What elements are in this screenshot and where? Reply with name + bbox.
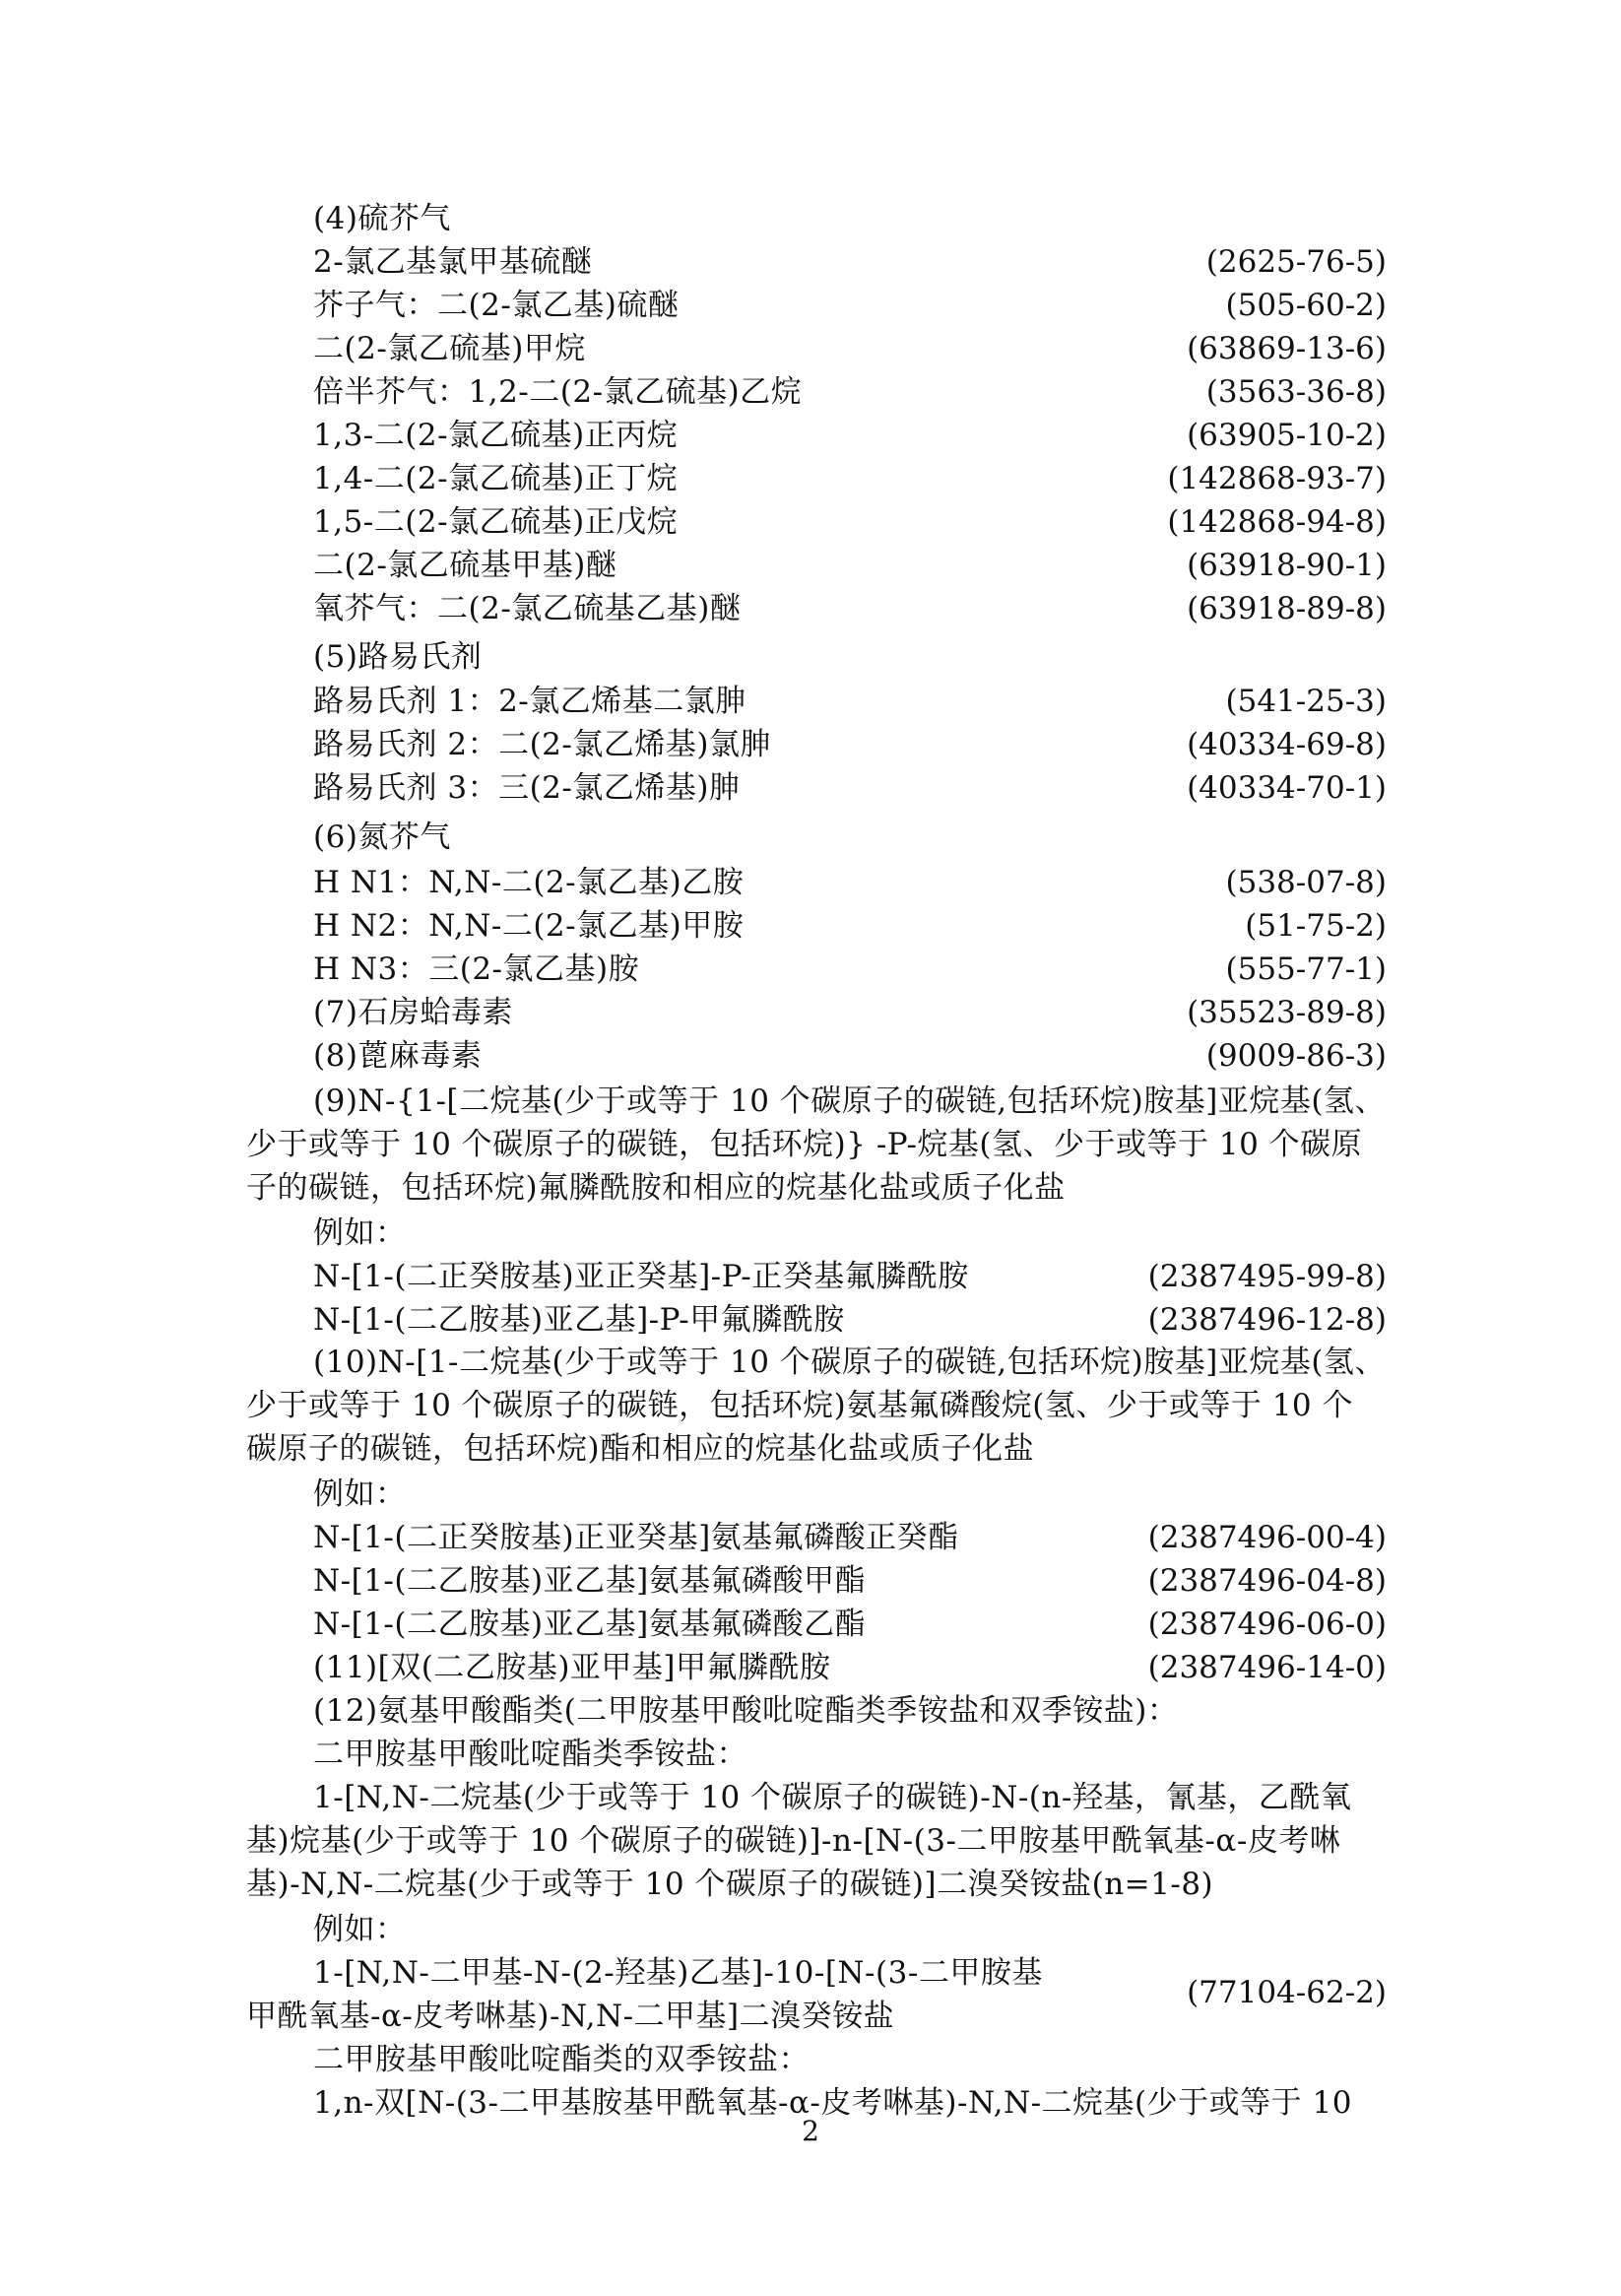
cas-number: (541-25-3) [1225, 684, 1387, 719]
paragraph-line: 子的碳链，包括环烷)氟膦酰胺和相应的烷基化盐或质子化盐 [246, 1170, 1066, 1206]
section-heading: (4)硫芥气 [313, 201, 451, 236]
example-label: 例如： [313, 1912, 407, 1947]
cas-number: (505-60-2) [1225, 288, 1387, 323]
section-heading: (6)氮芥气 [313, 820, 451, 855]
paragraph-line: (9)N-{1-[二烷基(少于或等于 10 个碳原子的碳链,包括环烷)胺基]亚烷基(氢、 [313, 1083, 1386, 1119]
compound-name: 2-氯乙基氯甲基硫醚 [313, 244, 593, 280]
compound-name: 路易氏剂 3：三(2-氯乙烯基)胂 [313, 770, 741, 806]
compound-name: H N3：三(2-氯乙基)胺 [313, 951, 640, 987]
subsection-heading: 二甲胺基甲酸吡啶酯类的双季铵盐： [313, 2042, 810, 2077]
compound-name: N-[1-(二正癸胺基)正亚癸基]氨基氟磷酸正癸酯 [313, 1520, 959, 1555]
compound-name: 路易氏剂 2：二(2-氯乙烯基)氯胂 [313, 727, 771, 762]
page-number: 2 [802, 2115, 819, 2147]
cas-number: (2387496-00-4) [1147, 1520, 1387, 1555]
paragraph-line: 碳原子的碳链，包括环烷)酯和相应的烷基化盐或质子化盐 [246, 1431, 1035, 1467]
compound-name: 二(2-氯乙硫基)甲烷 [313, 331, 586, 366]
example-label: 例如： [313, 1476, 407, 1512]
section-heading: (12)氨基甲酸酯类(二甲胺基甲酸吡啶酯类季铵盐和双季铵盐)： [313, 1693, 1179, 1729]
paragraph-line: 基)-N,N-二烷基(少于或等于 10 个碳原子的碳链)]二溴癸铵盐(n=1-8) [246, 1867, 1214, 1902]
subsection-heading: 二甲胺基甲酸吡啶酯类季铵盐： [313, 1737, 747, 1772]
cas-number: (35523-89-8) [1187, 995, 1387, 1030]
cas-number: (77104-62-2) [1187, 1975, 1387, 2010]
cas-number: (63905-10-2) [1187, 418, 1387, 453]
compound-name: 路易氏剂 1：2-氯乙烯基二氯胂 [313, 684, 746, 719]
paragraph-line: 1,n-双[N-(3-二甲基胺基甲酰氧基-α-皮考啉基)-N,N-二烷基(少于或等于 10 [313, 2085, 1352, 2121]
compound-name: N-[1-(二乙胺基)亚乙基]氨基氟磷酸乙酯 [313, 1607, 867, 1642]
paragraph-line: 少于或等于 10 个碳原子的碳链，包括环烷)氨基氟磷酸烷(氢、少于或等于 10 个 [246, 1388, 1353, 1423]
cas-number: (142868-94-8) [1167, 504, 1387, 540]
compound-name: 二(2-氯乙硫基甲基)醚 [313, 548, 617, 583]
paragraph-line: 1-[N,N-二烷基(少于或等于 10 个碳原子的碳链)-N-(n-羟基，氰基，乙酰氧 [313, 1780, 1352, 1815]
cas-number: (63869-13-6) [1187, 331, 1387, 366]
compound-name: N-[1-(二乙胺基)亚乙基]氨基氟磷酸甲酯 [313, 1563, 867, 1599]
cas-number: (51-75-2) [1245, 908, 1387, 944]
cas-number: (142868-93-7) [1167, 461, 1387, 496]
section-heading: (11)[双(二乙胺基)亚甲基]甲氟膦酰胺 [313, 1650, 831, 1685]
cas-number: (2387496-06-0) [1147, 1607, 1387, 1642]
compound-name: 甲酰氧基-α-皮考啉基)-N,N-二甲基]二溴癸铵盐 [246, 1999, 895, 2034]
paragraph-line: 基)烷基(少于或等于 10 个碳原子的碳链)]-n-[N-(3-二甲胺基甲酰氧基-α-皮考啉 [246, 1823, 1341, 1859]
cas-number: (2387496-04-8) [1147, 1563, 1387, 1599]
section-heading: (5)路易氏剂 [313, 639, 483, 675]
compound-name: H N2：N,N-二(2-氯乙基)甲胺 [313, 908, 745, 944]
cas-number: (538-07-8) [1225, 865, 1387, 900]
cas-number: (2387495-99-8) [1147, 1259, 1387, 1294]
compound-name: 1,4-二(2-氯乙硫基)正丁烷 [313, 461, 679, 496]
cas-number: (2625-76-5) [1205, 244, 1387, 280]
cas-number: (63918-89-8) [1187, 591, 1387, 626]
paragraph-line: 少于或等于 10 个碳原子的碳链，包括环烷)} -P-烷基(氢、少于或等于 10 个碳原 [246, 1127, 1363, 1162]
cas-number: (9009-86-3) [1205, 1038, 1387, 1074]
cas-number: (63918-90-1) [1187, 548, 1387, 583]
compound-name: 1,5-二(2-氯乙硫基)正戊烷 [313, 504, 679, 540]
cas-number: (555-77-1) [1225, 951, 1387, 987]
cas-number: (40334-70-1) [1187, 770, 1387, 806]
cas-number: (40334-69-8) [1187, 727, 1387, 762]
compound-name: 1,3-二(2-氯乙硫基)正丙烷 [313, 418, 679, 453]
cas-number: (2387496-14-0) [1147, 1650, 1387, 1685]
compound-name: 倍半芥气：1,2-二(2-氯乙硫基)乙烷 [313, 374, 803, 410]
compound-name: 氧芥气：二(2-氯乙硫基乙基)醚 [313, 591, 742, 626]
section-heading: (8)蓖麻毒素 [313, 1038, 483, 1074]
paragraph-line: (10)N-[1-二烷基(少于或等于 10 个碳原子的碳链,包括环烷)胺基]亚烷基(氢、 [313, 1345, 1386, 1380]
section-heading: (7)石房蛤毒素 [313, 995, 513, 1030]
example-label: 例如： [313, 1215, 407, 1251]
compound-name: 1-[N,N-二甲基-N-(2-羟基)乙基]-10-[N-(3-二甲胺基 [313, 1955, 1043, 1991]
cas-number: (3563-36-8) [1205, 374, 1387, 410]
compound-name: N-[1-(二乙胺基)亚乙基]-P-甲氟膦酰胺 [313, 1302, 845, 1338]
cas-number: (2387496-12-8) [1147, 1302, 1387, 1338]
compound-name: H N1：N,N-二(2-氯乙基)乙胺 [313, 865, 745, 900]
compound-name: 芥子气：二(2-氯乙基)硫醚 [313, 288, 680, 323]
compound-name: N-[1-(二正癸胺基)亚正癸基]-P-正癸基氟膦酰胺 [313, 1259, 969, 1294]
